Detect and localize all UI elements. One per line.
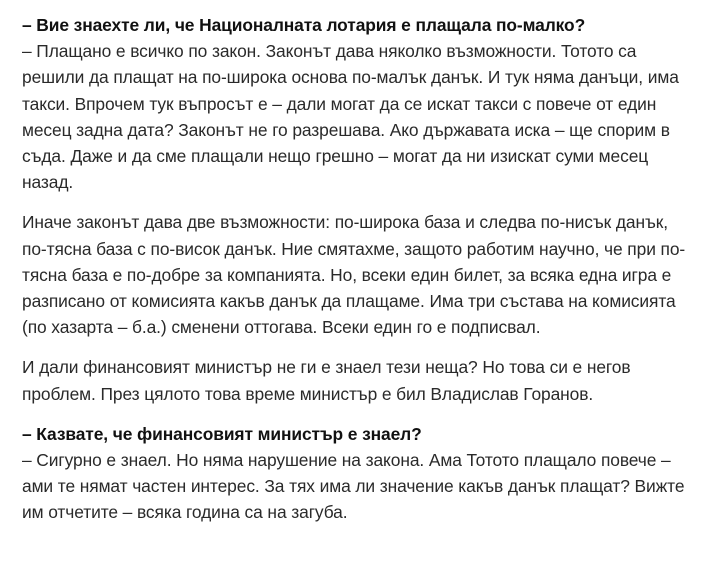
interview-block-1 — [22, 12, 697, 195]
article-body — [22, 12, 697, 540]
interview-answer: – Сигурно е знаел. Но няма нарушение на закона. Ама Тотото плащало повече – ами те нямат частен интерес. За тях има ли значение какъв данък плащат? Вижте им отчетите – всяка година са на загуба. — [22, 450, 685, 523]
article-paragraph: Иначе законът дава две възможности: по-широка база и следва по-нисък данък, по-тясна база с по-висок данък. Ние смятахме, защото работим научно, че при по-тясна база е по-добре за компанията. Но, всеки един билет, за всяка една игра е разписано от комисията какъв данък да плащаме. Има три състава на комисията (по хазарта – б.а.) сменени оттогава. Всеки един го е подписвал. — [22, 212, 686, 338]
interview-question: – Казвате, че финансовият министър е знаел? — [22, 423, 422, 444]
interview-block-2 — [22, 421, 697, 526]
interview-answer: – Плащано е всичко по закон. Законът дава няколко възможности. Тотото са решили да плащат на по-широка основа по-малък данък. И тук няма данъци, има такси. Впрочем тук въпросът е – дали могат да се искат такси с повече от един месец задна дата? Законът не го разрешава. Ако държавата иска – ще спорим в съда. Даже и да сме плащали нещо грешно – могат да ни изискат суми месец назад. — [22, 41, 679, 193]
interview-question: – Вие знаехте ли, че Националната лотария е плащала по-малко? — [22, 15, 586, 35]
article-paragraph: И дали финансовият министър не ги е знаел тези неща? Но това си е негов проблем. През цялото това време министър е бил Владислав Горанов. — [22, 357, 631, 404]
